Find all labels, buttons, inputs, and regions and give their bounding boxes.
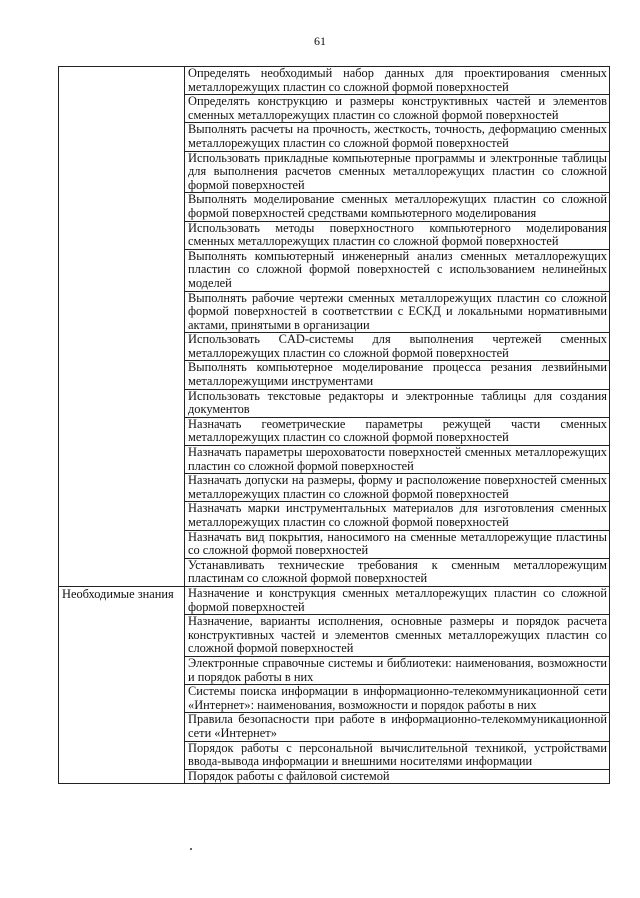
requirement-cell: Назначать вид покрытия, наносимого на сменные металлорежущие пластины со сложной формой поверхностей bbox=[185, 530, 610, 558]
requirement-cell: Системы поиска информации в информационно-телекоммуникационной сети «Интернет»: наименования, возможности и порядок работы в них bbox=[185, 685, 610, 713]
requirement-cell: Правила безопасности при работе в информационно-телекоммуникационной сети «Интернет» bbox=[185, 713, 610, 741]
requirement-cell: Выполнять компьютерное моделирование процесса резания лезвийными металлорежущими инструментами bbox=[185, 361, 610, 389]
requirement-cell: Назначать марки инструментальных материалов для изготовления сменных металлорежущих пластин со сложной формой поверхностей bbox=[185, 502, 610, 530]
requirement-cell: Определять конструкцию и размеры конструктивных частей и элементов сменных металлорежущих пластин со сложной формой поверхностей bbox=[185, 95, 610, 123]
section-label bbox=[59, 67, 185, 587]
requirement-cell: Назначать допуски на размеры, форму и расположение поверхностей сменных металлорежущих пластин со сложной формой поверхностей bbox=[185, 474, 610, 502]
requirement-cell: Электронные справочные системы и библиотеки: наименования, возможности и порядок работы в них bbox=[185, 656, 610, 684]
section-label: Необходимые знания bbox=[59, 586, 185, 783]
requirement-cell: Назначение и конструкция сменных металлорежущих пластин со сложной формой поверхностей bbox=[185, 586, 610, 614]
requirement-cell: Выполнять компьютерный инженерный анализ сменных металлорежущих пластин со сложной формой поверхностей с использованием нелинейных моделей bbox=[185, 249, 610, 291]
requirement-cell: Устанавливать технические требования к сменным металлорежущим пластинам со сложной формой поверхностей bbox=[185, 558, 610, 586]
requirements-table-body bbox=[59, 67, 610, 784]
requirement-cell: Выполнять рабочие чертежи сменных металлорежущих пластин со сложной формой поверхностей в соответствии с ЕСКД и локальными нормативными актами, принятыми в организации bbox=[185, 291, 610, 333]
requirement-cell: Выполнять расчеты на прочность, жесткость, точность, деформацию сменных металлорежущих пластин со сложной формой поверхностей bbox=[185, 123, 610, 151]
requirement-cell: Использовать прикладные компьютерные программы и электронные таблицы для выполнения расчетов сменных металлорежущих пластин со сложной формой поверхностей bbox=[185, 151, 610, 193]
requirement-cell: Назначение, варианты исполнения, основные размеры и порядок расчета конструктивных частей и элементов сменных металлорежущих пластин со сложной формой поверхностей bbox=[185, 615, 610, 657]
requirement-cell: Порядок работы с персональной вычислительной техникой, устройствами ввода-вывода информации и внешними носителями информации bbox=[185, 741, 610, 769]
requirement-cell: Использовать CAD-системы для выполнения чертежей сменных металлорежущих пластин со сложной формой поверхностей bbox=[185, 333, 610, 361]
scan-speck bbox=[190, 848, 192, 850]
requirement-cell: Использовать текстовые редакторы и электронные таблицы для создания документов bbox=[185, 389, 610, 417]
requirements-table bbox=[58, 66, 610, 784]
table-row bbox=[59, 586, 610, 614]
requirement-cell: Определять необходимый набор данных для проектирования сменных металлорежущих пластин со сложной формой поверхностей bbox=[185, 67, 610, 95]
requirement-cell: Выполнять моделирование сменных металлорежущих пластин со сложной формой поверхностей средствами компьютерного моделирования bbox=[185, 193, 610, 221]
page-number: 61 bbox=[314, 34, 326, 48]
requirement-cell: Назначать параметры шероховатости поверхностей сменных металлорежущих пластин со сложной формой поверхностей bbox=[185, 446, 610, 474]
requirement-cell: Назначать геометрические параметры режущей части сменных металлорежущих пластин со сложной формой поверхностей bbox=[185, 417, 610, 445]
requirement-cell: Использовать методы поверхностного компьютерного моделирования сменных металлорежущих пластин со сложной формой поверхностей bbox=[185, 221, 610, 249]
table-row bbox=[59, 67, 610, 95]
requirement-cell: Порядок работы с файловой системой bbox=[185, 769, 610, 784]
